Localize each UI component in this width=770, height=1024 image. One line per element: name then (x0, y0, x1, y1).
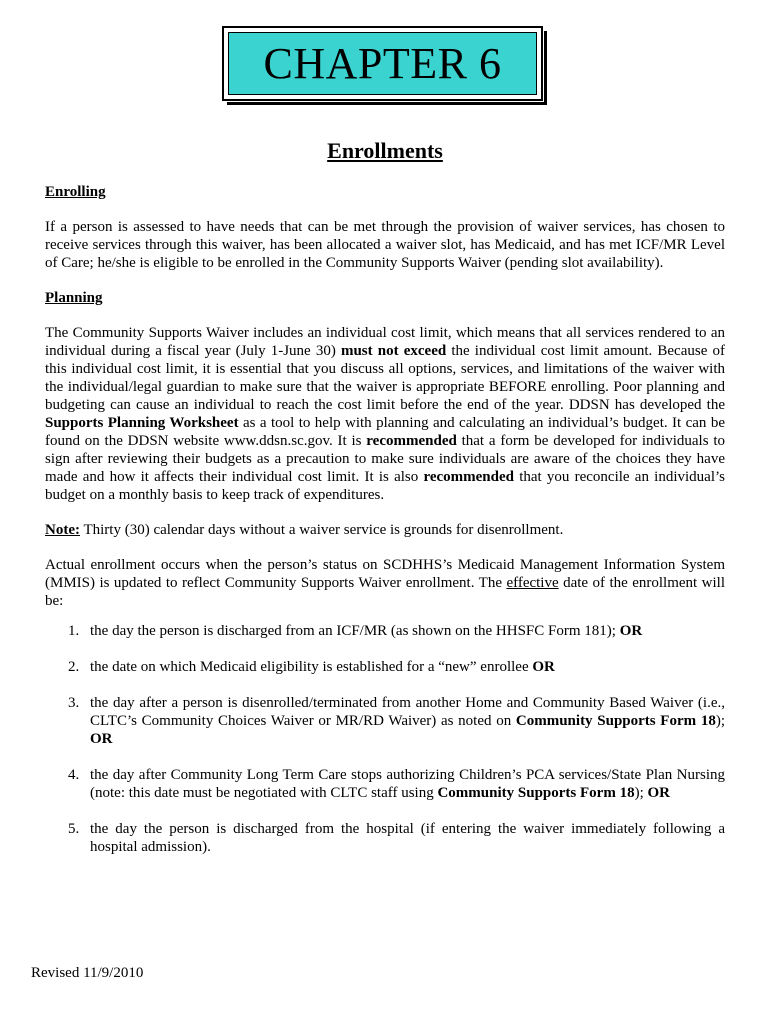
page-title: Enrollments (327, 138, 443, 163)
list-number: 5. (68, 821, 80, 837)
note-text: Thirty (30) calendar days without a waiver service is grounds for disenrollment. (79, 522, 564, 538)
enrolling-paragraph: If a person is assessed to have needs that can be met through the provision of waiver services, has chosen to receive services through this waiver, has been allocated a waiver slot, has Medicaid, and has met ICF/MR Level of Care; he/she is eligible to be enrolled in the Community Supports Waiver (pending slot availability). (45, 219, 725, 271)
planning-text-5: that you reconcile an individual’s budget on a monthly basis to keep track of expenditures. (45, 469, 726, 503)
list-item (45, 694, 725, 748)
actual-enrollment-paragraph (45, 556, 725, 610)
planning-bold-3: recommended (366, 433, 457, 449)
planning-heading: Planning (45, 290, 103, 306)
planning-text-3: as a tool to help with planning and calculating an individual’s budget. It can be found on the DDSN website www.ddsn.sc.gov. It is (45, 415, 725, 449)
planning-paragraph (45, 324, 725, 504)
revision-footer: Revised 11/9/2010 (31, 965, 144, 981)
body-content (45, 183, 725, 874)
planning-text-2: the individual cost limit amount. Because of this individual cost limit, it is essential that you discuss all options, services, and limitations of the waiver with the individual/legal guardian to make sure that the waiver is appropriate BEFORE enrolling. Poor planning and budgeting can cause an individual to reach the cost limit before the end of the year. DDSN has developed the (45, 343, 725, 413)
list-item (45, 622, 725, 640)
chapter-label: CHAPTER 6 (228, 32, 537, 95)
list-text: the day after a person is disenrolled/terminated from another Home and Community Based Waiver (i.e., CLTC’s Community Choices Waiver or MR/RD Waiver) as noted on Community Supports Form 18); OR (90, 695, 725, 747)
list-text: the date on which Medicaid eligibility is established for a “new” enrollee OR (90, 659, 555, 675)
actual-underlined: effective (506, 575, 559, 591)
planning-bold-1: must not exceed (340, 343, 447, 359)
planning-text-1: The Community Supports Waiver includes an individual cost limit, which means that all services rendered to an individual during a fiscal year (July 1-June 30) (45, 325, 725, 359)
list-item (45, 820, 725, 856)
enrolling-heading: Enrolling (45, 184, 106, 200)
actual-text-2: date of the enrollment will be: (45, 575, 725, 609)
list-text: the day the person is discharged from the hospital (if entering the waiver immediately following a hospital admission). (90, 821, 725, 855)
list-number: 4. (68, 767, 80, 783)
list-number: 1. (68, 623, 80, 639)
actual-text-1: Actual enrollment occurs when the person’s status on SCDHHS’s Medicaid Management Information System (MMIS) is updated to reflect Community Supports Waiver enrollment. The (45, 557, 725, 591)
list-number: 3. (68, 695, 80, 711)
note-paragraph (45, 521, 725, 539)
list-number: 2. (68, 659, 80, 675)
note-label: Note: (45, 522, 80, 538)
list-item (45, 766, 725, 802)
chapter-banner (222, 26, 543, 101)
list-item (45, 658, 725, 676)
list-text: the day after Community Long Term Care stops authorizing Children’s PCA services/State Plan Nursing (note: this date must be negotiated with CLTC staff using Community Supports Form 18); OR (90, 767, 725, 801)
effective-date-list (45, 622, 725, 856)
planning-text-4: that a form be developed for individuals to sign after reviewing their budgets as a precaution to make sure individuals are aware of the choices they have made and how it affects their individual cost limit. It is also (45, 433, 725, 485)
list-text: the day the person is discharged from an ICF/MR (as shown on the HHSFC Form 181); OR (90, 623, 643, 639)
planning-bold-4: recommended (423, 469, 514, 485)
planning-bold-2: Supports Planning Worksheet (45, 415, 239, 431)
